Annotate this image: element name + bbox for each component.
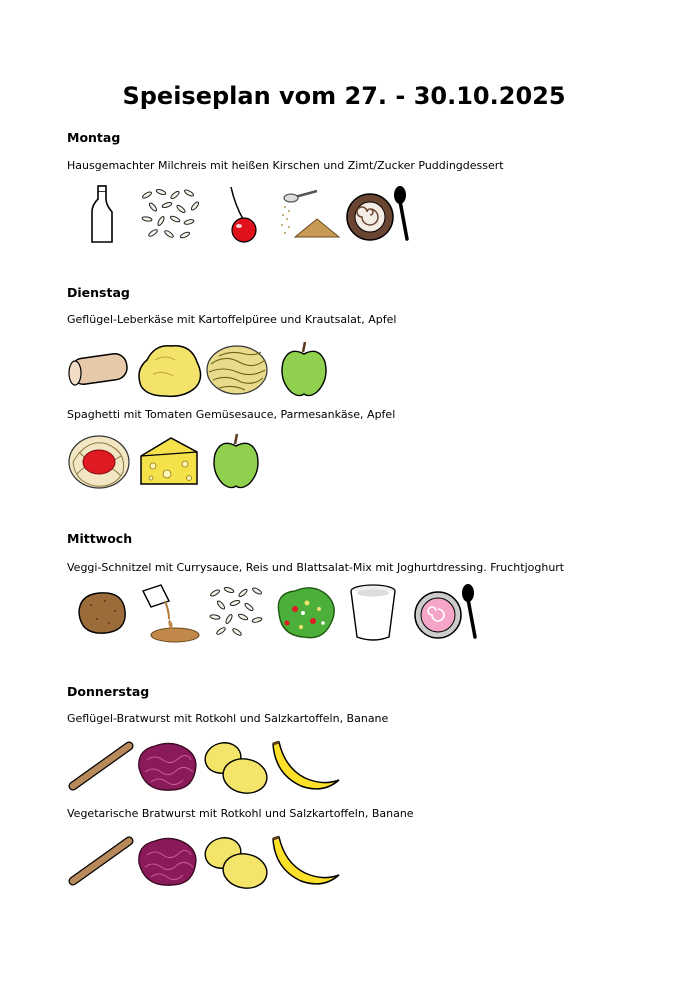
day-heading-dienstag: Dienstag <box>67 285 130 300</box>
milk-bottle-icon <box>89 185 115 245</box>
dish-text: Spaghetti mit Tomaten Gemüsesauce, Parmesankäse, Apfel <box>67 408 396 421</box>
bratwurst-icon <box>67 833 135 893</box>
schnitzel-icon <box>75 583 129 643</box>
yogurt-cup-icon <box>347 583 399 643</box>
dish-text: Geflügel-Bratwurst mit Rotkohl und Salzkartoffeln, Banane <box>67 712 389 725</box>
dish-text: Hausgemachter Milchreis mit heißen Kirschen und Zimt/Zucker Puddingdessert <box>67 159 504 172</box>
day-heading-montag: Montag <box>67 130 121 145</box>
cherry-icon <box>225 185 261 245</box>
potatoes-icon <box>201 738 271 798</box>
banana-icon <box>269 833 343 893</box>
red-cabbage-icon <box>135 833 201 893</box>
dish-text: Veggi-Schnitzel mit Currysauce, Reis und Blattsalat-Mix mit Joghurtdressing. Fruchtjoghurt <box>67 561 565 574</box>
dish-text: Geflügel-Leberkäse mit Kartoffelpüree und Krautsalat, Apfel <box>67 313 397 326</box>
sugar-spoon-icon <box>277 185 341 245</box>
sauce-pour-icon <box>137 583 203 643</box>
salad-icon <box>273 583 339 643</box>
spaghetti-icon <box>67 432 133 492</box>
page-title: Speiseplan vom 27. - 30.10.2025 <box>122 82 566 110</box>
banana-icon <box>269 738 343 798</box>
dish-text: Vegetarische Bratwurst mit Rotkohl und Salzkartoffeln, Banane <box>67 807 414 820</box>
day-heading-mittwoch: Mittwoch <box>67 531 133 546</box>
fruit-yogurt-bowl-icon <box>413 583 483 643</box>
red-cabbage-icon <box>135 738 201 798</box>
mashed-potato-icon <box>135 340 205 400</box>
pudding-bowl-icon <box>345 185 415 245</box>
apple-icon <box>279 340 329 400</box>
cheese-icon <box>137 432 201 492</box>
bratwurst-icon <box>67 738 135 798</box>
apple-icon <box>211 432 261 492</box>
coleslaw-icon <box>205 340 271 400</box>
rice-icon <box>139 185 203 245</box>
rice-icon <box>207 583 271 643</box>
day-heading-donnerstag: Donnerstag <box>67 684 150 699</box>
potatoes-icon <box>201 833 271 893</box>
leberkase-icon <box>67 340 133 400</box>
